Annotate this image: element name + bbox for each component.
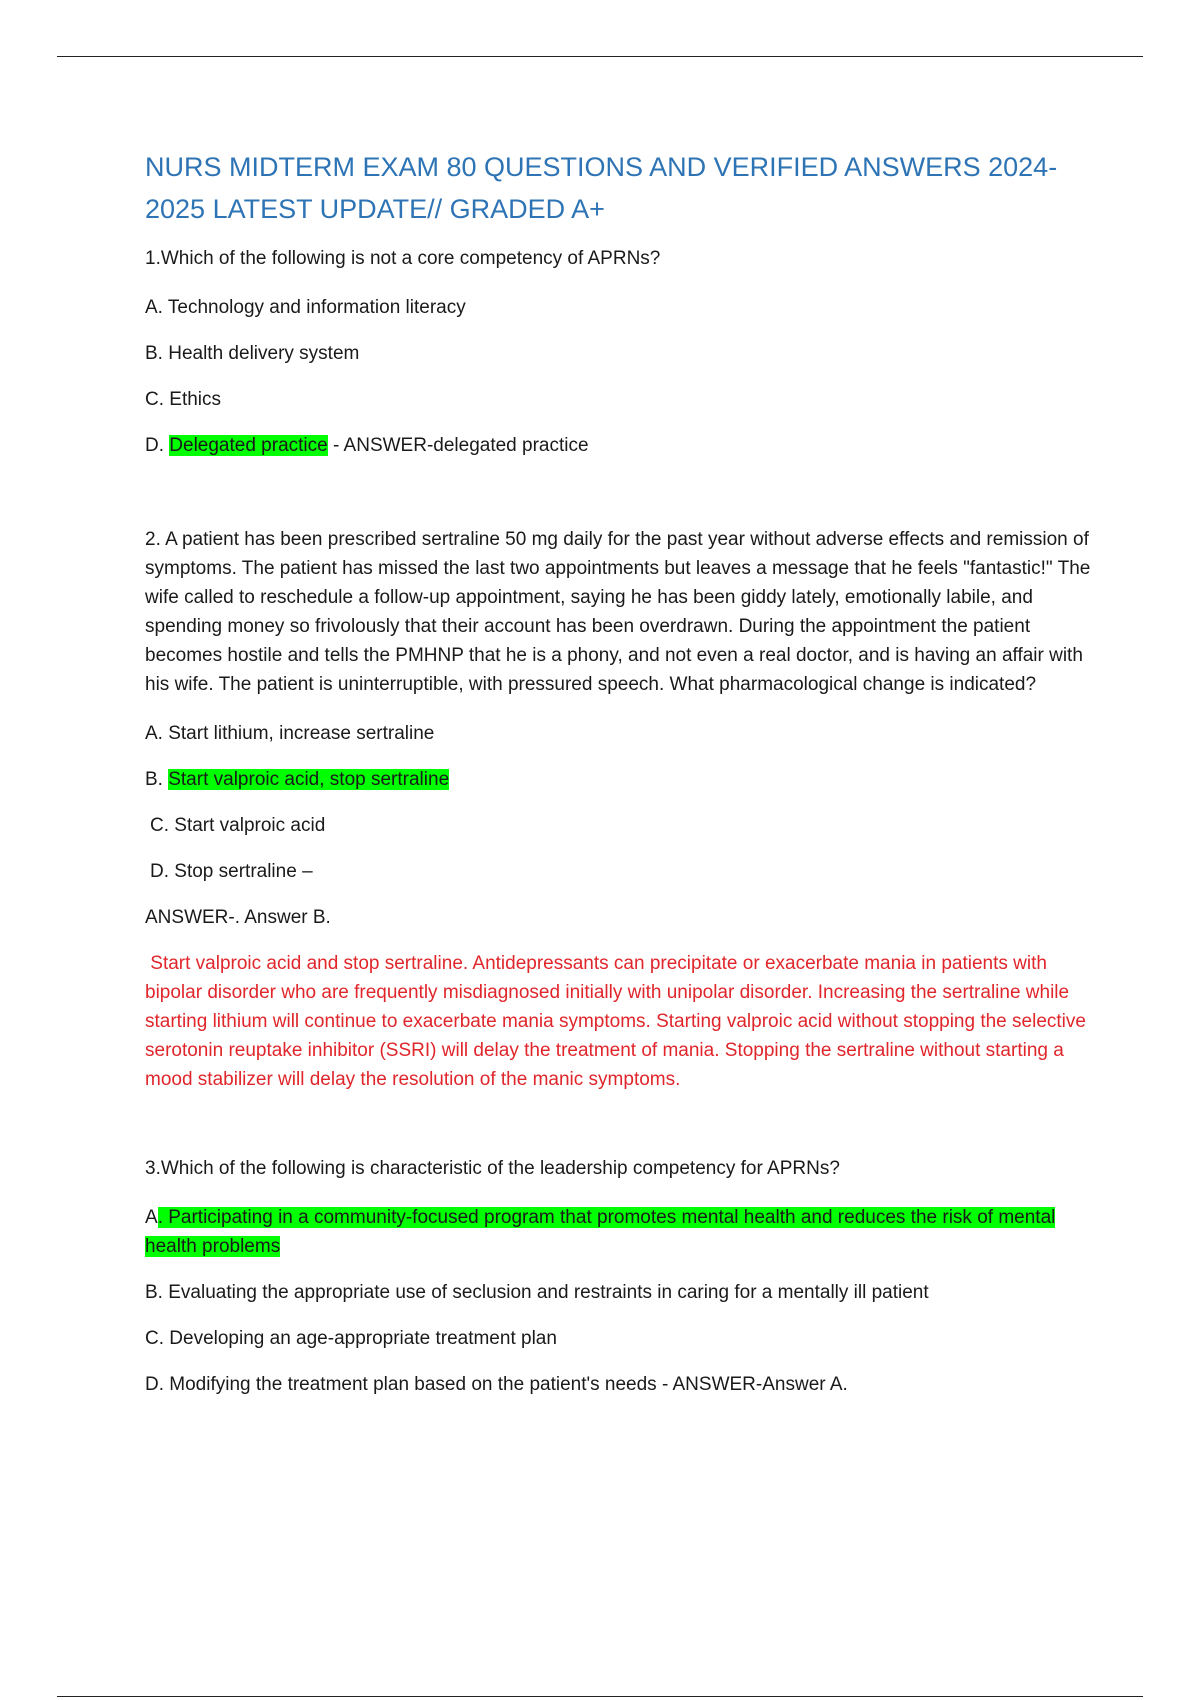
question-2-option-c: C. Start valproic acid bbox=[150, 815, 326, 836]
question-3 bbox=[145, 1154, 1095, 1399]
spacer bbox=[145, 477, 1095, 525]
question-2-rationale bbox=[145, 949, 1095, 1094]
question-1-option-a: A. Technology and information literacy bbox=[145, 297, 466, 318]
answer-suffix: - ANSWER-delegated practice bbox=[327, 435, 589, 456]
question-2-option-d: D. Stop sertraline – bbox=[150, 861, 313, 882]
question-2-option-a: A. Start lithium, increase sertraline bbox=[145, 723, 435, 744]
highlighted-answer: . Participating in a community-focused program that promotes mental health and reduces the risk of mental health problems bbox=[145, 1207, 1056, 1257]
question-1-option-b: B. Health delivery system bbox=[145, 343, 360, 364]
question-3-option-c: C. Developing an age-appropriate treatment plan bbox=[145, 1328, 557, 1349]
document-page bbox=[145, 146, 1095, 1416]
question-1-option-c: C. Ethics bbox=[145, 389, 222, 410]
question-1-text: 1.Which of the following is not a core competency of APRNs? bbox=[145, 248, 661, 269]
question-3-option-a bbox=[145, 1203, 1095, 1261]
option-prefix: B. bbox=[145, 769, 169, 790]
highlighted-answer: Start valproic acid, stop sertraline bbox=[168, 769, 450, 790]
question-2-text: 2. A patient has been prescribed sertraline 50 mg daily for the past year without adverse effects and remission of symptoms. The patient has missed the last two appointments but leaves a message that he feels "fantastic!" The wife called to reschedule a follow-up appointment, saying he has been giddy lately, emotionally labile, and spending money so frivolously that their account has been overdrawn. During the appointment the patient becomes hostile and tells the PMHNP that he is a phony, and not even a real doctor, and is having an affair with his wife. The patient is uninterruptible, with pressured speech. What pharmacological change is indicated? bbox=[145, 529, 1091, 695]
footer-rule bbox=[57, 1696, 1143, 1697]
spacer bbox=[145, 1094, 1095, 1154]
option-prefix: A bbox=[145, 1207, 158, 1228]
question-1-option-d bbox=[145, 431, 1095, 460]
question-3-option-b: B. Evaluating the appropriate use of seclusion and restraints in caring for a mentally ill patient bbox=[145, 1282, 929, 1303]
document-title: NURS MIDTERM EXAM 80 QUESTIONS AND VERIFIED ANSWERS 2024-2025 LATEST UPDATE// GRADED A+ bbox=[145, 152, 1058, 224]
highlighted-answer: Delegated practice bbox=[169, 435, 328, 456]
question-2-option-b bbox=[145, 765, 1095, 794]
rationale-text: Start valproic acid and stop sertraline. Antidepressants can precipitate or exacerbate mania in patients with bipolar disorder who are frequently misdiagnosed initially with unipolar disorder. Increasing the sertraline while starting lithium will continue to exacerbate mania symptoms. Starting valproic acid without stopping the selective serotonin reuptake inhibitor (SSRI) will delay the treatment of mania. Stopping the sertraline without starting a mood stabilizer will delay the resolution of the manic symptoms. bbox=[145, 953, 1086, 1090]
question-2-answer: ANSWER-. Answer B. bbox=[145, 907, 331, 928]
question-2 bbox=[145, 525, 1095, 1094]
question-3-option-d: D. Modifying the treatment plan based on the patient's needs - ANSWER-Answer A. bbox=[145, 1374, 848, 1395]
header-rule bbox=[57, 56, 1143, 57]
option-prefix: D. bbox=[145, 435, 170, 456]
question-3-text: 3.Which of the following is characteristic of the leadership competency for APRNs? bbox=[145, 1158, 840, 1179]
question-1 bbox=[145, 244, 1095, 460]
